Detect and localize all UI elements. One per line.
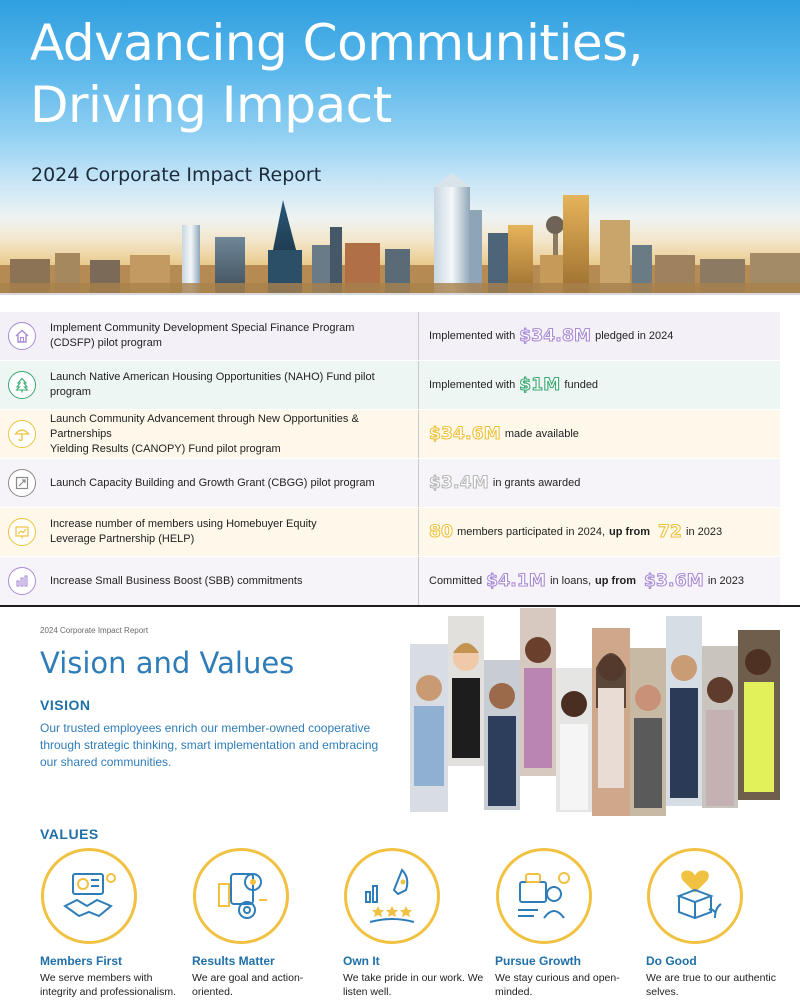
values-heading: VALUES <box>40 826 99 842</box>
vision-statement: Our trusted employees enrich our member-owned cooperative through strategic thinking, smart implementation and embracing our shared communities. <box>40 721 379 769</box>
table-row <box>0 508 780 557</box>
table-row <box>0 459 780 508</box>
result-emphasis: up from <box>609 526 650 538</box>
program-label <box>50 321 354 351</box>
value-name: Own It <box>343 954 380 968</box>
result-text: Implemented with <box>429 379 516 391</box>
tree-icon <box>8 371 36 399</box>
result-cell <box>419 557 780 605</box>
program-label <box>50 412 418 457</box>
program-cell <box>0 508 419 556</box>
program-label-line: Launch Native American Housing Opportunities (NAHO) Fund pilot program <box>50 371 375 398</box>
photo-strip <box>520 608 556 776</box>
result-text: members participated in 2024, <box>457 526 606 538</box>
program-label-line: Increase number of members using Homebuyer Equity <box>50 518 317 530</box>
photo-strip <box>484 660 520 810</box>
value-item <box>646 848 796 999</box>
result-text: funded <box>564 379 599 391</box>
city-skyline-image <box>0 155 800 295</box>
program-results-table <box>0 312 780 606</box>
result-figure: 72 <box>657 522 683 542</box>
result-cell <box>419 508 780 556</box>
program-label-line: Launch Community Advancement through New Opportunities & Partnerships <box>50 412 359 440</box>
umbrella-icon <box>8 420 36 448</box>
program-label-line: (CDSFP) pilot program <box>50 337 162 349</box>
value-item <box>40 848 190 999</box>
learning-icon <box>496 848 592 944</box>
title-line-2: Driving Impact <box>30 76 392 134</box>
result-cell <box>419 410 780 458</box>
hero-divider <box>0 293 800 295</box>
value-item <box>192 848 342 999</box>
value-item <box>495 848 645 999</box>
value-name: Do Good <box>646 954 697 968</box>
photo-strip <box>702 646 738 808</box>
result-text: Implemented with <box>429 330 516 342</box>
photo-strip <box>592 628 630 816</box>
program-cell <box>0 361 419 409</box>
result-text: made available <box>504 428 579 440</box>
report-title <box>30 12 770 136</box>
program-cell <box>0 312 419 360</box>
page-divider <box>0 605 800 607</box>
table-row <box>0 410 780 459</box>
growth-square-icon <box>8 469 36 497</box>
photo-strip <box>556 668 592 812</box>
result-figure: $34.6M <box>429 424 501 444</box>
value-description: We are true to our authentic selves. <box>646 972 776 998</box>
rocket-hand-icon <box>344 848 440 944</box>
result-cell <box>419 459 780 507</box>
photo-strip <box>448 616 484 766</box>
value-description: We take pride in our work. We listen well. <box>343 972 484 998</box>
result-text: pledged in 2024 <box>595 330 674 342</box>
table-row <box>0 361 780 410</box>
value-name: Pursue Growth <box>495 954 582 968</box>
house-icon <box>8 322 36 350</box>
value-description: We are goal and action-oriented. <box>192 972 304 998</box>
program-cell <box>0 459 419 507</box>
result-cell <box>419 312 780 360</box>
program-label <box>50 370 418 400</box>
result-text: in 2023 <box>686 526 723 538</box>
result-cell <box>419 361 780 409</box>
program-label-line: Increase Small Business Boost (SBB) commitments <box>50 574 303 587</box>
program-cell <box>0 557 419 605</box>
result-figure: $34.8M <box>519 326 592 346</box>
heart-box-icon <box>647 848 743 944</box>
result-figure: $3.6M <box>644 571 704 591</box>
hero-banner <box>0 0 800 295</box>
value-name: Results Matter <box>192 954 275 968</box>
result-emphasis: up from <box>595 575 636 587</box>
bar-chart-icon <box>8 567 36 595</box>
handshake-icon <box>41 848 137 944</box>
value-description: We serve members with integrity and professionalism. <box>40 972 176 998</box>
program-label-line: Launch Capacity Building and Growth Grant (CBGG) pilot program <box>50 476 375 489</box>
value-item <box>343 848 493 999</box>
photo-strip <box>410 644 448 812</box>
program-label <box>50 476 375 491</box>
chart-board-icon <box>8 518 36 546</box>
program-label <box>50 517 317 547</box>
program-cell <box>0 410 419 458</box>
value-description: We stay curious and open-minded. <box>495 972 620 998</box>
program-label <box>50 574 302 589</box>
result-figure: $1M <box>519 375 561 395</box>
employee-photo-collage <box>410 608 780 818</box>
photo-strip <box>666 616 702 806</box>
photo-strip <box>738 630 780 800</box>
running-header: 2024 Corporate Impact Report <box>40 626 149 635</box>
table-row <box>0 557 780 606</box>
value-name: Members First <box>40 954 123 968</box>
program-label-line: Yielding Results (CANOPY) Fund pilot program <box>50 442 281 455</box>
result-text: Committed <box>429 575 483 587</box>
result-text: in grants awarded <box>492 477 581 489</box>
section-title: Vision and Values <box>40 646 295 680</box>
table-row <box>0 312 780 361</box>
result-text: in loans, <box>550 575 592 587</box>
report-subtitle: 2024 Corporate Impact Report <box>31 164 322 186</box>
result-figure: $4.1M <box>486 571 547 591</box>
photo-strip <box>630 648 666 816</box>
values-list <box>40 848 800 1000</box>
result-figure: 80 <box>429 522 454 542</box>
program-label-line: Implement Community Development Special Finance Program <box>50 322 355 334</box>
title-line-1: Advancing Communities, <box>30 14 644 72</box>
result-text: in 2023 <box>707 575 744 587</box>
vision-heading: VISION <box>40 697 91 713</box>
target-gear-icon <box>193 848 289 944</box>
result-figure: $3.4M <box>429 473 489 493</box>
program-label-line: Leverage Partnership (HELP) <box>50 533 195 545</box>
